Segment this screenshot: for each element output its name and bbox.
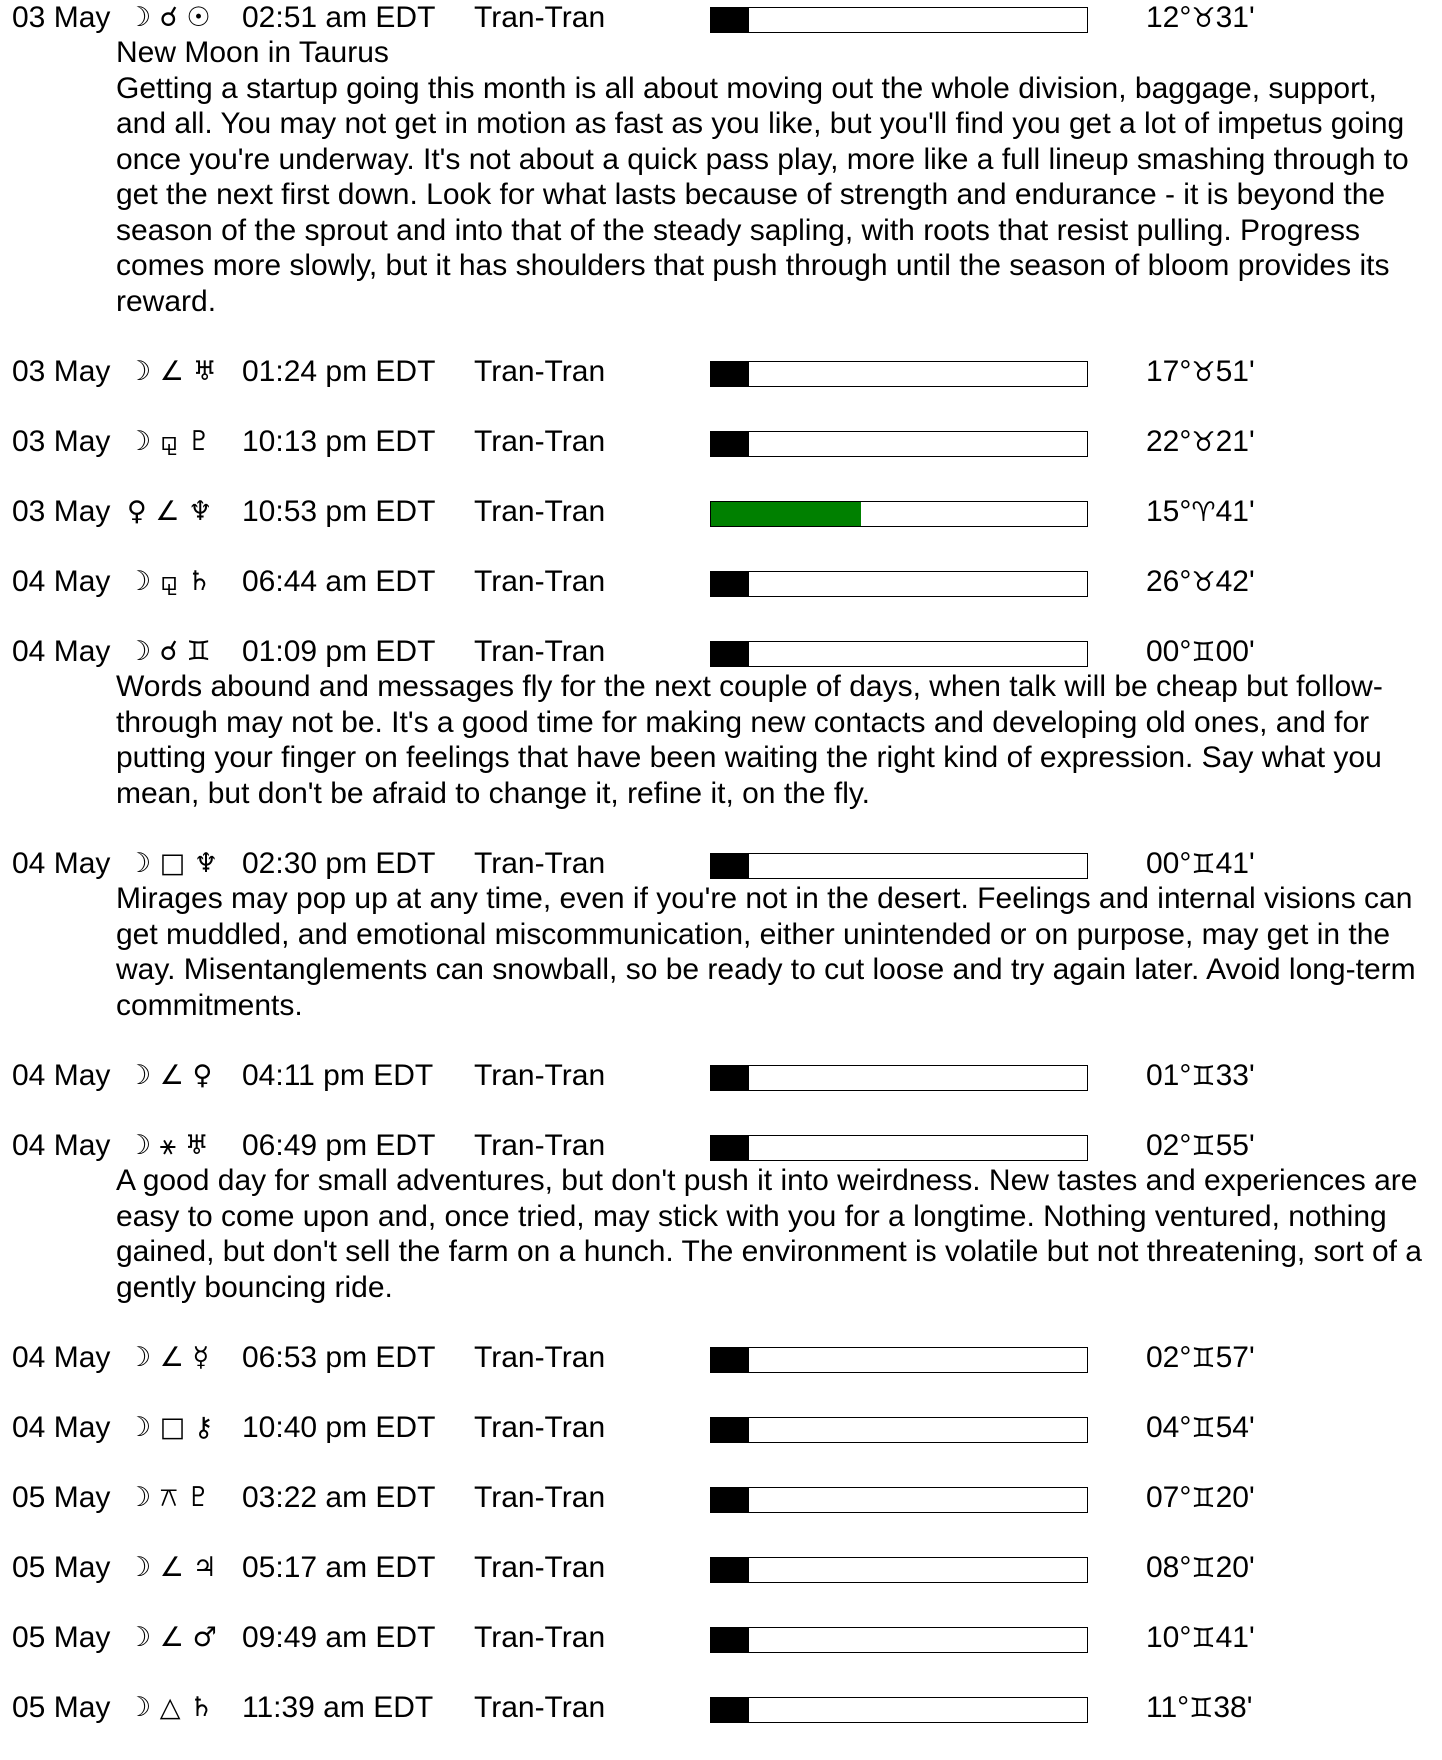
position-minutes: 55'	[1215, 1129, 1255, 1162]
strength-bar	[710, 1557, 1088, 1583]
event-time: 11:39 am EDT	[242, 1691, 434, 1724]
strength-bar-fill	[711, 854, 749, 878]
event-header-row	[0, 0, 1442, 35]
event-date: 05 May	[12, 1621, 111, 1654]
strength-bar-fill	[711, 1066, 749, 1090]
zodiac-sign-icon: ♊	[1191, 1131, 1216, 1162]
event-kind: Tran-Tran	[474, 1059, 606, 1092]
position-minutes: 00'	[1215, 635, 1255, 668]
strength-bar-fill	[711, 8, 749, 32]
event-time: 05:17 am EDT	[242, 1551, 436, 1584]
strength-bar-fill	[711, 502, 861, 526]
transit-event	[0, 846, 1442, 1023]
zodiac-sign-icon: ♊	[1191, 637, 1216, 668]
aspect-glyphs: ☽ □ ♆	[127, 848, 219, 879]
event-kind: Tran-Tran	[474, 495, 606, 528]
event-date: 03 May	[12, 425, 111, 458]
zodiac-position	[1146, 1410, 1255, 1446]
position-degrees: 02°	[1146, 1129, 1192, 1162]
strength-bar-fill	[711, 1558, 749, 1582]
position-degrees: 02°	[1146, 1341, 1192, 1374]
zodiac-position	[1146, 846, 1255, 882]
event-text: A good day for small adventures, but don't push it into weirdness. New tastes and experiences are easy to come upon and, once tried, may stick with you for a longtime. Nothing ventured, nothing gained, but don't sell the farm on a hunch. The environment is volatile but not threatening, sort of a gently bouncing ride.	[116, 1164, 1422, 1304]
position-degrees: 11°	[1146, 1691, 1190, 1724]
strength-bar	[710, 853, 1088, 879]
aspect-glyphs: ☽ ⚻ ♇	[127, 1482, 211, 1513]
event-date: 04 May	[12, 635, 111, 668]
transit-event	[0, 1058, 1442, 1093]
event-text: Getting a startup going this month is all about moving out the whole division, baggage, support, and all. You may not get in motion as fast as you like, but you'll find you get a lot of impetus going once you're underway. It's not about a quick pass play, more like a full lineup smashing through to get the next first down. Look for what lasts because of strength and endurance - it is beyond the season of the sprout and into that of the steady sapling, with roots that resist pulling. Progress comes more slowly, but it has shoulders that push through until the season of bloom provides its reward.	[116, 71, 1409, 318]
event-header-row	[0, 1410, 1442, 1445]
strength-bar-fill	[711, 1628, 749, 1652]
position-degrees: 22°	[1146, 425, 1192, 458]
event-time: 01:24 pm EDT	[242, 355, 436, 388]
transit-event	[0, 494, 1442, 529]
event-header-row	[0, 494, 1442, 529]
strength-bar	[710, 1135, 1088, 1161]
position-minutes: 38'	[1213, 1691, 1253, 1724]
transit-event	[0, 1410, 1442, 1445]
strength-bar-fill	[711, 362, 749, 386]
event-header-row	[0, 354, 1442, 389]
event-header-row	[0, 1480, 1442, 1515]
position-minutes: 42'	[1215, 565, 1255, 598]
event-time: 06:53 pm EDT	[242, 1341, 436, 1374]
aspect-glyphs: ☽ ☌ ♊	[127, 636, 211, 667]
zodiac-position	[1146, 1690, 1252, 1726]
event-time: 10:13 pm EDT	[242, 425, 436, 458]
event-kind: Tran-Tran	[474, 635, 606, 668]
event-kind: Tran-Tran	[474, 1691, 606, 1724]
event-kind: Tran-Tran	[474, 847, 606, 880]
transit-event	[0, 354, 1442, 389]
event-kind: Tran-Tran	[474, 1341, 606, 1374]
position-minutes: 57'	[1215, 1341, 1255, 1374]
zodiac-sign-icon: ♊	[1191, 1413, 1216, 1444]
position-minutes: 41'	[1215, 1621, 1255, 1654]
event-header-row	[0, 1620, 1442, 1655]
zodiac-position	[1146, 1340, 1255, 1376]
event-kind: Tran-Tran	[474, 565, 606, 598]
transit-event	[0, 1690, 1442, 1725]
position-minutes: 54'	[1215, 1411, 1255, 1444]
event-header-row	[0, 1550, 1442, 1585]
event-kind: Tran-Tran	[474, 1411, 606, 1444]
event-date: 05 May	[12, 1691, 111, 1724]
strength-bar	[710, 7, 1088, 33]
strength-bar	[710, 1417, 1088, 1443]
strength-bar	[710, 1627, 1088, 1653]
zodiac-position	[1146, 1058, 1255, 1094]
transit-event	[0, 1550, 1442, 1585]
event-header-row	[0, 1690, 1442, 1725]
position-minutes: 20'	[1215, 1551, 1255, 1584]
strength-bar-fill	[711, 432, 749, 456]
position-degrees: 26°	[1146, 565, 1192, 598]
zodiac-position	[1146, 494, 1255, 530]
aspect-glyphs: ☽ ∠ ♀	[127, 1060, 213, 1091]
aspect-glyphs: ☽ ∠ ♃	[127, 1552, 217, 1583]
position-minutes: 51'	[1215, 355, 1255, 388]
zodiac-sign-icon: ♉	[1191, 567, 1216, 598]
position-degrees: 08°	[1146, 1551, 1192, 1584]
event-kind: Tran-Tran	[474, 355, 606, 388]
zodiac-position	[1146, 0, 1255, 36]
strength-bar-fill	[711, 1348, 749, 1372]
strength-bar	[710, 641, 1088, 667]
zodiac-position	[1146, 564, 1255, 600]
event-date: 04 May	[12, 847, 111, 880]
event-kind: Tran-Tran	[474, 425, 606, 458]
zodiac-sign-icon: ♊	[1191, 1553, 1216, 1584]
event-time: 10:40 pm EDT	[242, 1411, 436, 1444]
event-header-row	[0, 1128, 1442, 1163]
event-description	[116, 35, 1434, 319]
zodiac-sign-icon: ♉	[1191, 357, 1216, 388]
aspect-glyphs: ☽ □ ⚷	[127, 1412, 214, 1443]
event-date: 04 May	[12, 1411, 111, 1444]
aspect-glyphs: ☽ ⚹ ♅	[127, 1130, 209, 1161]
event-date: 05 May	[12, 1481, 111, 1514]
event-description	[116, 881, 1434, 1023]
position-degrees: 01°	[1146, 1059, 1192, 1092]
event-date: 04 May	[12, 1129, 111, 1162]
aspect-glyphs: ☽ △ ♄	[127, 1692, 214, 1723]
position-degrees: 00°	[1146, 847, 1192, 880]
position-minutes: 21'	[1215, 425, 1255, 458]
event-time: 03:22 am EDT	[242, 1481, 436, 1514]
zodiac-position	[1146, 424, 1255, 460]
transit-event	[0, 1340, 1442, 1375]
event-text: Mirages may pop up at any time, even if you're not in the desert. Feelings and internal visions can get muddled, and emotional miscommunication, either unintended or on purpose, may get in the way. Misentanglements can snowball, so be ready to cut loose and try again later. Avoid long-term commitments.	[116, 882, 1416, 1022]
strength-bar-fill	[711, 642, 749, 666]
zodiac-sign-icon: ♊	[1191, 1061, 1216, 1092]
aspect-glyphs: ☽ ⚼ ♄	[127, 566, 212, 597]
event-title: New Moon in Taurus	[116, 36, 389, 69]
event-time: 06:44 am EDT	[242, 565, 436, 598]
event-kind: Tran-Tran	[474, 1129, 606, 1162]
transit-event	[0, 564, 1442, 599]
transit-event	[0, 0, 1442, 319]
zodiac-sign-icon: ♊	[1189, 1693, 1214, 1724]
event-header-row	[0, 634, 1442, 669]
event-time: 01:09 pm EDT	[242, 635, 436, 668]
strength-bar	[710, 1347, 1088, 1373]
strength-bar-fill	[711, 1488, 749, 1512]
event-date: 03 May	[12, 495, 111, 528]
event-time: 02:30 pm EDT	[242, 847, 436, 880]
event-kind: Tran-Tran	[474, 1551, 606, 1584]
strength-bar	[710, 1065, 1088, 1091]
strength-bar-fill	[711, 1136, 749, 1160]
position-degrees: 07°	[1146, 1481, 1192, 1514]
position-degrees: 10°	[1146, 1621, 1192, 1654]
event-description	[116, 669, 1434, 811]
strength-bar-fill	[711, 572, 749, 596]
event-description	[116, 1163, 1434, 1305]
zodiac-sign-icon: ♊	[1191, 849, 1216, 880]
position-minutes: 20'	[1215, 1481, 1255, 1514]
strength-bar	[710, 1697, 1088, 1723]
event-date: 03 May	[12, 1, 111, 34]
aspect-glyphs: ☽ ☌ ☉	[127, 2, 211, 33]
strength-bar	[710, 361, 1088, 387]
aspect-glyphs: ☽ ⚼ ♇	[127, 426, 212, 457]
event-text: Words abound and messages fly for the next couple of days, when talk will be cheap but follow-through may not be. It's a good time for making new contacts and developing old ones, and for putting your finger on feelings that have been waiting the right kind of expression. Say what you mean, but don't be afraid to change it, refine it, on the fly.	[116, 670, 1383, 810]
event-kind: Tran-Tran	[474, 1, 606, 34]
strength-bar	[710, 431, 1088, 457]
event-header-row	[0, 564, 1442, 599]
event-kind: Tran-Tran	[474, 1621, 606, 1654]
strength-bar-fill	[711, 1698, 749, 1722]
aspect-glyphs: ☽ ∠ ☿	[127, 1342, 210, 1373]
event-header-row	[0, 424, 1442, 459]
position-minutes: 41'	[1215, 495, 1255, 528]
strength-bar-fill	[711, 1418, 749, 1442]
aspect-glyphs: ♀ ∠ ♆	[127, 496, 213, 527]
event-header-row	[0, 1340, 1442, 1375]
transit-event	[0, 424, 1442, 459]
strength-bar	[710, 1487, 1088, 1513]
transit-event	[0, 1480, 1442, 1515]
event-header-row	[0, 1058, 1442, 1093]
zodiac-position	[1146, 1550, 1255, 1586]
zodiac-sign-icon: ♊	[1191, 1483, 1216, 1514]
zodiac-position	[1146, 1620, 1255, 1656]
position-degrees: 04°	[1146, 1411, 1192, 1444]
event-header-row	[0, 846, 1442, 881]
event-time: 04:11 pm EDT	[242, 1059, 434, 1092]
zodiac-position	[1146, 634, 1255, 670]
zodiac-sign-icon: ♊	[1191, 1623, 1216, 1654]
event-time: 02:51 am EDT	[242, 1, 436, 34]
zodiac-sign-icon: ♉	[1191, 427, 1216, 458]
zodiac-position	[1146, 1480, 1255, 1516]
zodiac-position	[1146, 1128, 1255, 1164]
event-time: 09:49 am EDT	[242, 1621, 436, 1654]
event-date: 04 May	[12, 565, 111, 598]
position-degrees: 17°	[1146, 355, 1192, 388]
strength-bar	[710, 501, 1088, 527]
position-minutes: 41'	[1215, 847, 1255, 880]
event-date: 03 May	[12, 355, 111, 388]
event-time: 10:53 pm EDT	[242, 495, 436, 528]
position-minutes: 31'	[1215, 1, 1255, 34]
aspect-glyphs: ☽ ∠ ♅	[127, 356, 217, 387]
position-degrees: 12°	[1146, 1, 1192, 34]
zodiac-sign-icon: ♈	[1191, 497, 1216, 528]
strength-bar	[710, 571, 1088, 597]
event-time: 06:49 pm EDT	[242, 1129, 436, 1162]
event-kind: Tran-Tran	[474, 1481, 606, 1514]
position-degrees: 15°	[1146, 495, 1192, 528]
transit-event	[0, 1620, 1442, 1655]
zodiac-sign-icon: ♊	[1191, 1343, 1216, 1374]
event-date: 04 May	[12, 1059, 111, 1092]
position-degrees: 00°	[1146, 635, 1192, 668]
zodiac-sign-icon: ♉	[1191, 3, 1216, 34]
aspect-glyphs: ☽ ∠ ♂	[127, 1622, 217, 1653]
zodiac-position	[1146, 354, 1255, 390]
position-minutes: 33'	[1215, 1059, 1255, 1092]
event-date: 05 May	[12, 1551, 111, 1584]
event-date: 04 May	[12, 1341, 111, 1374]
transit-event	[0, 634, 1442, 811]
transit-event	[0, 1128, 1442, 1305]
